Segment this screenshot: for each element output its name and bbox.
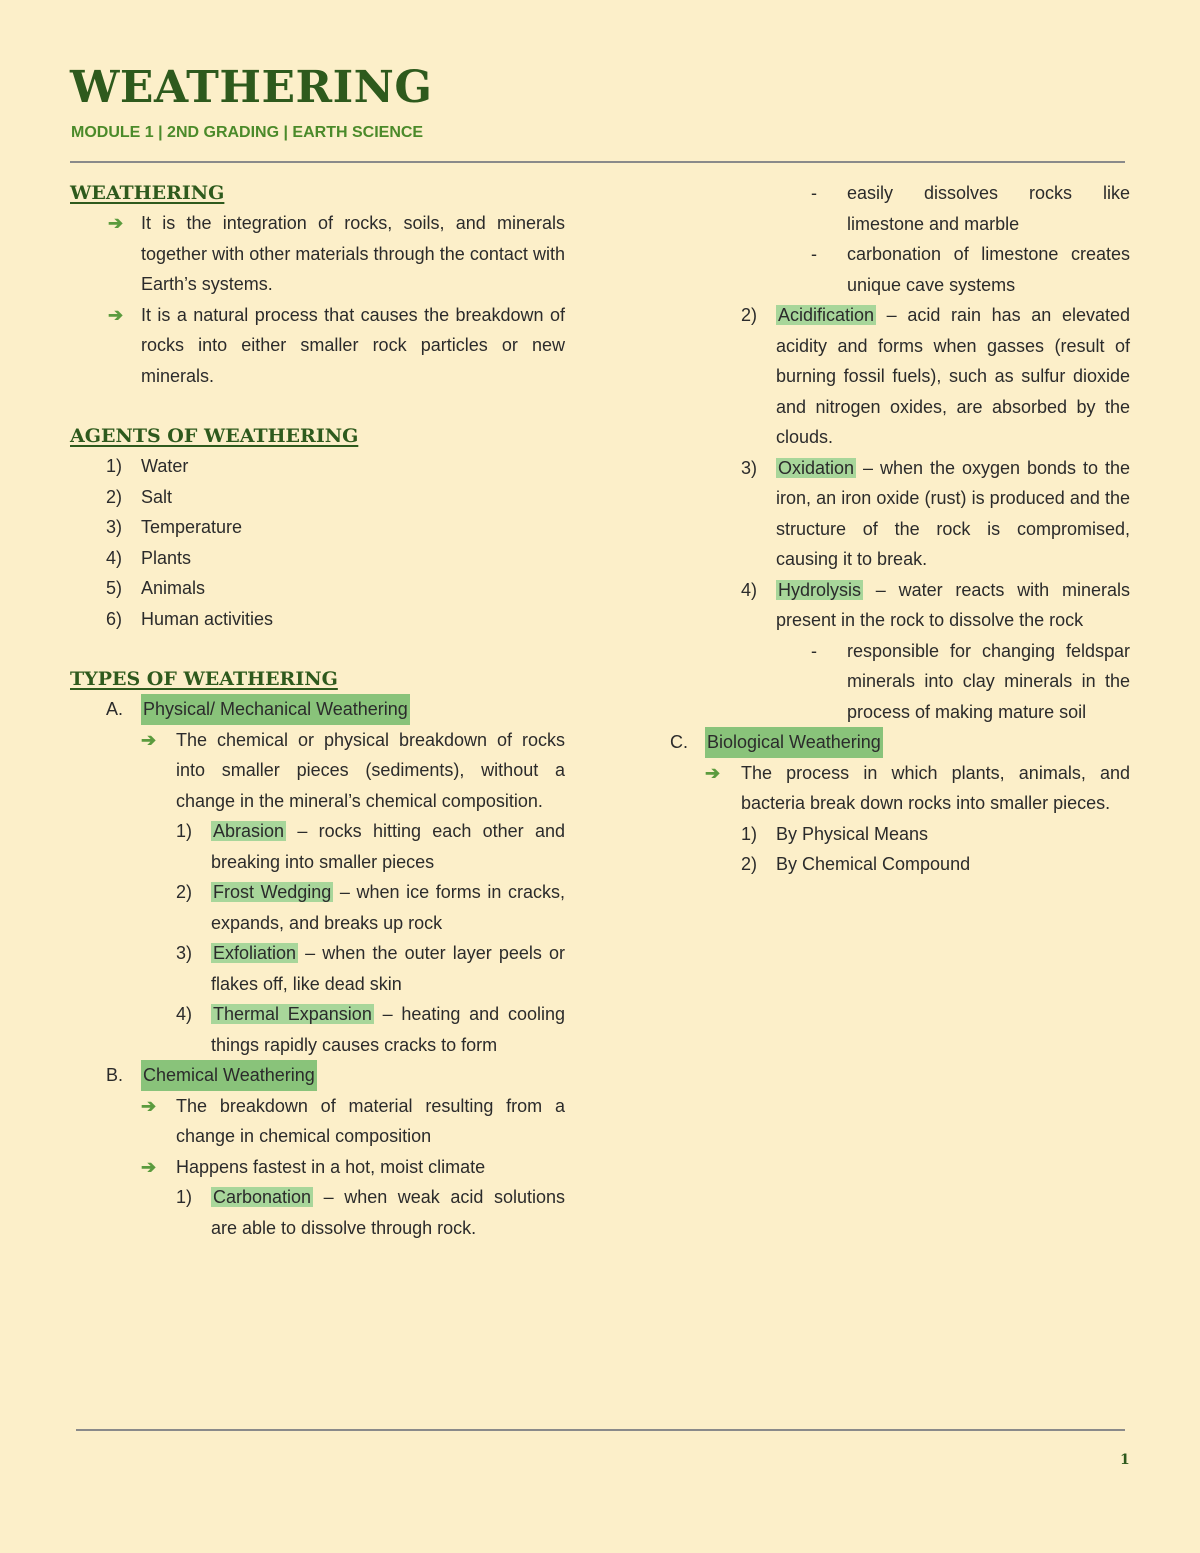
- arrow-icon: ➔: [108, 213, 124, 233]
- list-number: 1): [106, 456, 123, 476]
- term-detail: – when the oxygen bonds to the iron, an iron oxide (rust) is produced and the structure of the rock is compromised, causing it to break.: [776, 457, 1130, 569]
- type-heading-chemical: [70, 1060, 565, 1091]
- arrow-icon: ➔: [108, 304, 124, 325]
- list-number: 4): [741, 579, 758, 600]
- list-number: 6): [106, 608, 123, 629]
- list-number: 4): [176, 1004, 193, 1024]
- header-divider: [70, 161, 1125, 163]
- term-detail: – when ice forms in cracks, expands, and breaks up rock: [211, 882, 566, 933]
- term-highlight: Acidification: [778, 305, 875, 325]
- list-item: [70, 725, 565, 817]
- page-number: 1: [1120, 1452, 1130, 1468]
- arrow-icon: ➔: [141, 1095, 157, 1116]
- list-number: 1): [176, 1187, 193, 1207]
- list-letter: C.: [670, 732, 688, 752]
- list-item: [670, 575, 1130, 636]
- list-number: 2): [106, 486, 123, 507]
- term-highlight: Thermal Expansion: [213, 1004, 372, 1024]
- list-number: 2): [176, 882, 193, 902]
- list-item: [70, 604, 565, 635]
- agent-label: Salt: [141, 486, 173, 507]
- list-item: [70, 482, 565, 513]
- list-item: [70, 816, 565, 877]
- list-number: 5): [106, 578, 123, 598]
- term-description: [211, 999, 565, 1060]
- definition-text: It is the integration of rocks, soils, and minerals together with other materials through the contact with Earth’s systems.: [141, 213, 565, 294]
- dash-marker: -: [811, 183, 817, 203]
- term-highlight: Carbonation: [213, 1187, 312, 1207]
- term-description: [776, 575, 1130, 636]
- section-heading-types: TYPES OF WEATHERING: [70, 668, 338, 690]
- term-highlight: Exfoliation: [213, 943, 297, 963]
- sub-detail: responsible for changing feldspar minerals into clay minerals in the process of making mature soil: [847, 640, 1130, 722]
- document-title: WEATHERING: [70, 62, 433, 113]
- list-item: [670, 239, 1130, 300]
- definition-text: The chemical or physical breakdown of rocks into smaller pieces (sediments), without a change in the mineral’s chemical composition.: [176, 729, 565, 811]
- term-detail: – rocks hitting each other and breaking into smaller pieces: [211, 821, 565, 872]
- definition-text: Happens fastest in a hot, moist climate: [176, 1156, 486, 1177]
- agent-label: Human activities: [141, 608, 274, 629]
- list-number: 3): [741, 457, 758, 478]
- list-item: [70, 300, 565, 392]
- term-detail: – acid rain has an elevated acidity and forms when gasses (result of burning fossil fuels), such as sulfur dioxide and nitrogen oxides, are absorbed by the clouds.: [776, 305, 1130, 447]
- arrow-icon: ➔: [705, 762, 721, 783]
- type-heading-physical: [70, 694, 565, 725]
- term-highlight: Frost Wedging: [213, 882, 332, 902]
- list-item: [70, 999, 565, 1060]
- term-description: [211, 1182, 565, 1243]
- list-item: [70, 1182, 565, 1243]
- type-heading-biological: [670, 727, 1130, 758]
- list-item: [70, 877, 565, 938]
- list-item: [670, 300, 1130, 453]
- term-description: [211, 877, 565, 938]
- list-item: [70, 208, 565, 300]
- term-description: [211, 938, 565, 999]
- agent-label: Water: [141, 456, 189, 476]
- section-heading-weathering: WEATHERING: [70, 182, 225, 204]
- list-item: [670, 758, 1130, 819]
- term-detail: – when weak acid solutions are able to dissolve through rock.: [211, 1187, 565, 1238]
- type-title: Chemical Weathering: [141, 1060, 317, 1091]
- footer-divider: [76, 1429, 1125, 1431]
- list-item: [70, 543, 565, 574]
- term-highlight: Abrasion: [213, 821, 285, 841]
- term-detail: – heating and cooling things rapidly causes cracks to form: [211, 1004, 565, 1055]
- definition-text: It is a natural process that causes the breakdown of rocks into either smaller rock particles or new minerals.: [141, 304, 565, 386]
- left-column: [70, 178, 565, 1243]
- arrow-icon: ➔: [141, 729, 157, 750]
- list-item: [670, 636, 1130, 728]
- sub-detail: easily dissolves rocks like limestone and marble: [847, 183, 1130, 234]
- biological-means: By Chemical Compound: [776, 854, 971, 874]
- list-number: 1): [741, 823, 758, 844]
- list-item: [70, 512, 565, 543]
- list-item: [70, 1152, 565, 1183]
- list-letter: A.: [106, 699, 124, 719]
- term-detail: – when the outer layer peels or flakes off, like dead skin: [211, 943, 565, 994]
- list-item: [670, 819, 1130, 850]
- list-number: 3): [176, 943, 193, 963]
- dash-marker: -: [811, 640, 817, 661]
- term-highlight: Oxidation: [778, 457, 855, 478]
- list-letter: B.: [106, 1065, 124, 1085]
- document-subtitle: MODULE 1 | 2ND GRADING | EARTH SCIENCE: [71, 124, 424, 141]
- agent-label: Animals: [141, 578, 206, 598]
- biological-means: By Physical Means: [776, 823, 929, 844]
- definition-text: The process in which plants, animals, and bacteria break down rocks into smaller pieces.: [741, 762, 1130, 813]
- sub-detail: carbonation of limestone creates unique cave systems: [847, 244, 1130, 295]
- list-number: 2): [741, 305, 758, 325]
- arrow-icon: ➔: [141, 1156, 157, 1177]
- list-item: [70, 451, 565, 482]
- type-title: Biological Weathering: [705, 727, 883, 758]
- section-heading-agents: AGENTS OF WEATHERING: [70, 425, 359, 447]
- list-item: [70, 1091, 565, 1152]
- term-description: [211, 816, 565, 877]
- agent-label: Temperature: [141, 517, 243, 537]
- list-number: 2): [741, 854, 758, 874]
- term-description: [776, 300, 1130, 453]
- list-item: [70, 938, 565, 999]
- list-number: 1): [176, 821, 193, 841]
- term-description: [776, 453, 1130, 575]
- list-item: [670, 849, 1130, 880]
- term-highlight: Hydrolysis: [778, 579, 862, 600]
- dash-marker: -: [811, 244, 817, 264]
- definition-text: The breakdown of material resulting from a change in chemical composition: [176, 1095, 565, 1146]
- list-number: 4): [106, 547, 123, 568]
- list-item: [670, 453, 1130, 575]
- type-title: Physical/ Mechanical Weathering: [141, 694, 410, 725]
- list-number: 3): [106, 517, 123, 537]
- list-item: [70, 573, 565, 604]
- right-column: [670, 178, 1130, 880]
- term-detail: – water reacts with minerals present in the rock to dissolve the rock: [776, 579, 1130, 630]
- list-item: [670, 178, 1130, 239]
- agent-label: Plants: [141, 547, 192, 568]
